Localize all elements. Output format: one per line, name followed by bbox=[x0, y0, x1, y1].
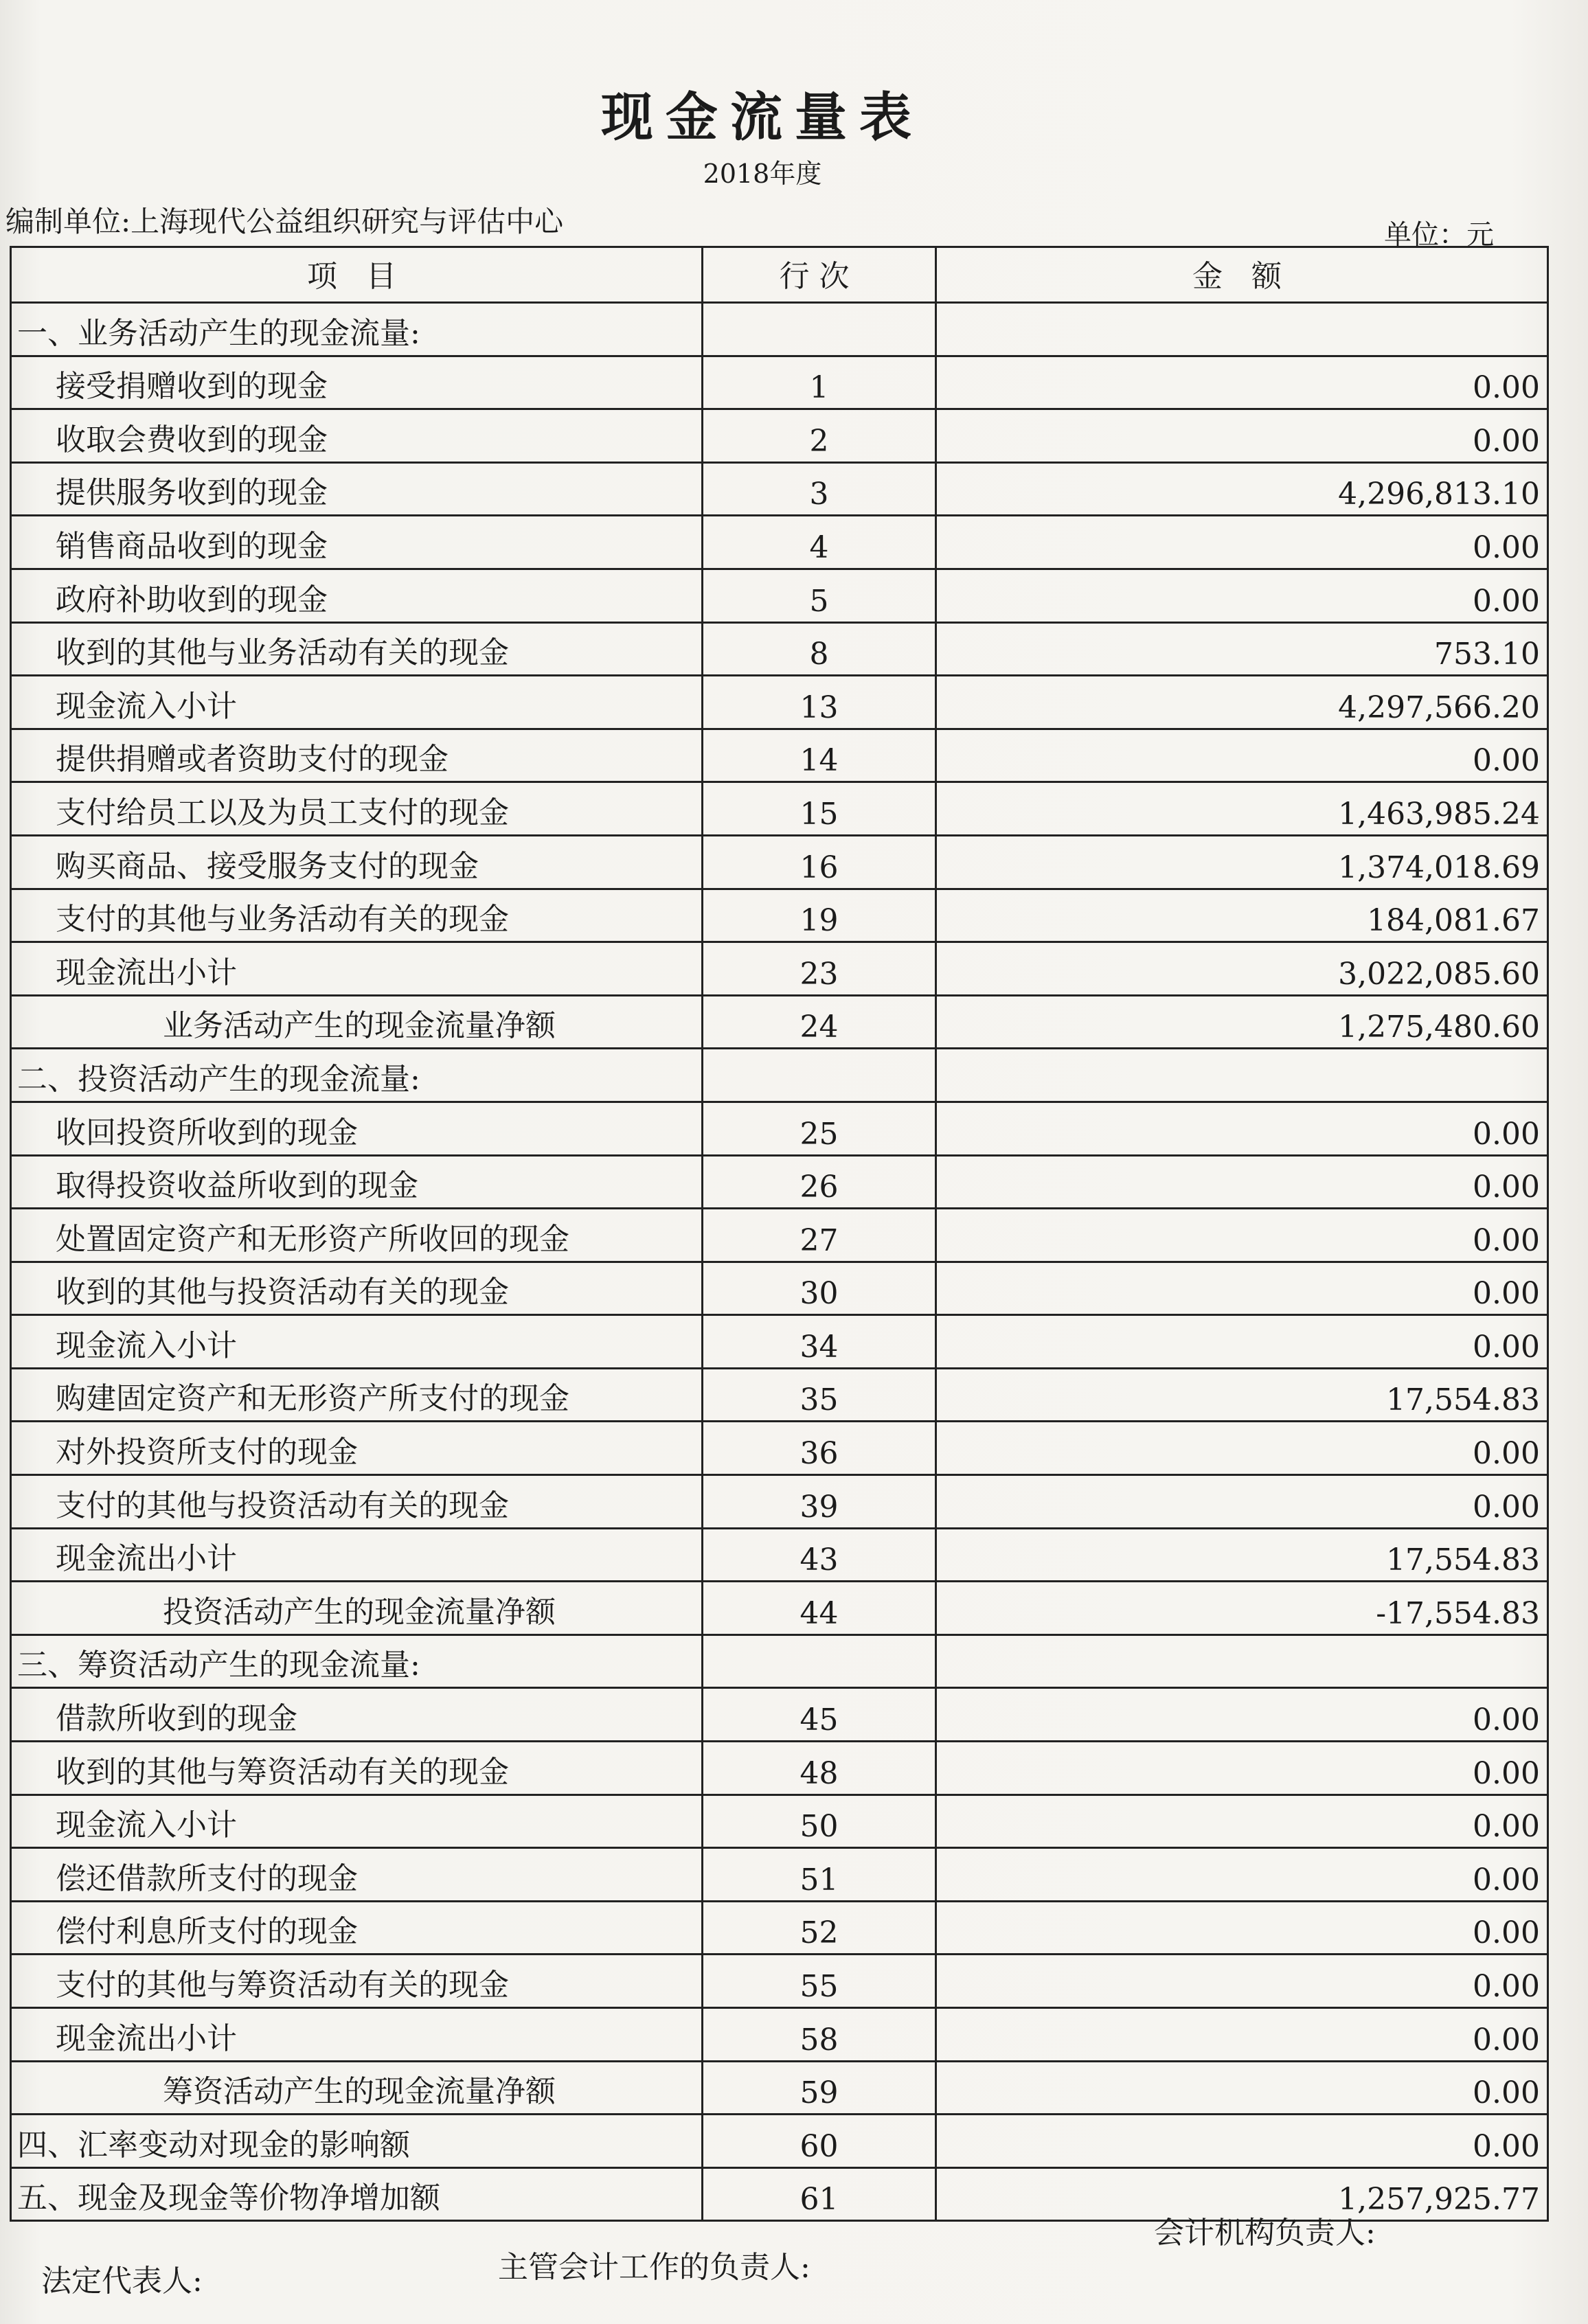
table-row bbox=[11, 2061, 1548, 2115]
row-number: 44 bbox=[703, 1582, 936, 1635]
fiscal-year: 2018年度 bbox=[703, 159, 822, 189]
table-row bbox=[11, 1102, 1548, 1155]
row-amount: 17,554.83 bbox=[936, 1368, 1548, 1422]
row-amount: -17,554.83 bbox=[936, 1582, 1548, 1635]
cash-flow-table bbox=[10, 246, 1549, 2222]
row-number: 52 bbox=[703, 1901, 936, 1955]
row-number: 25 bbox=[703, 1102, 936, 1155]
row-number: 60 bbox=[703, 2115, 936, 2168]
table-row bbox=[11, 1155, 1548, 1209]
table-row bbox=[11, 676, 1548, 729]
header-amount: 金 额 bbox=[936, 247, 1548, 303]
table-row bbox=[11, 356, 1548, 409]
row-item-label: 销售商品收到的现金 bbox=[11, 516, 703, 569]
row-number: 14 bbox=[703, 729, 936, 782]
table-row bbox=[11, 1955, 1548, 2008]
table-row bbox=[11, 782, 1548, 836]
table-row bbox=[11, 729, 1548, 782]
row-item-label: 三、筹资活动产生的现金流量: bbox=[11, 1634, 703, 1688]
table-row bbox=[11, 516, 1548, 569]
currency-unit: 单位：元 bbox=[1384, 219, 1494, 251]
table-row bbox=[11, 1315, 1548, 1369]
row-amount bbox=[936, 1634, 1548, 1688]
table-row bbox=[11, 1209, 1548, 1262]
row-item-label: 四、汇率变动对现金的影响额 bbox=[11, 2115, 703, 2168]
row-amount: 184,081.67 bbox=[936, 889, 1548, 942]
row-number: 35 bbox=[703, 1368, 936, 1422]
row-amount: 0.00 bbox=[936, 1209, 1548, 1262]
row-amount: 0.00 bbox=[936, 1901, 1548, 1955]
row-amount: 0.00 bbox=[936, 1742, 1548, 1795]
row-amount: 0.00 bbox=[936, 1795, 1548, 1848]
row-number: 51 bbox=[703, 1848, 936, 1902]
table-row bbox=[11, 1795, 1548, 1848]
row-number: 45 bbox=[703, 1688, 936, 1742]
row-amount: 1,374,018.69 bbox=[936, 835, 1548, 889]
table-row bbox=[11, 1848, 1548, 1902]
row-item-label: 业务活动产生的现金流量净额 bbox=[11, 995, 703, 1049]
preparing-organization: 编制单位:上海现代公益组织研究与评估中心 bbox=[5, 205, 564, 238]
table-row bbox=[11, 942, 1548, 996]
row-item-label: 借款所收到的现金 bbox=[11, 1688, 703, 1742]
header-item: 项 目 bbox=[11, 247, 703, 303]
row-number: 24 bbox=[703, 995, 936, 1049]
row-number bbox=[703, 303, 936, 356]
row-number: 59 bbox=[703, 2061, 936, 2115]
row-amount: 1,463,985.24 bbox=[936, 782, 1548, 836]
row-item-label: 现金流出小计 bbox=[11, 2008, 703, 2062]
row-number: 36 bbox=[703, 1422, 936, 1475]
row-number: 30 bbox=[703, 1262, 936, 1315]
row-amount: 4,297,566.20 bbox=[936, 676, 1548, 729]
row-amount: 0.00 bbox=[936, 356, 1548, 409]
row-amount: 4,296,813.10 bbox=[936, 462, 1548, 516]
row-number: 3 bbox=[703, 462, 936, 516]
table-row bbox=[11, 569, 1548, 622]
row-item-label: 支付的其他与业务活动有关的现金 bbox=[11, 889, 703, 942]
institution-head-label: 会计机构负责人: bbox=[1154, 2215, 1376, 2251]
row-item-label: 政府补助收到的现金 bbox=[11, 569, 703, 622]
row-number: 13 bbox=[703, 676, 936, 729]
row-amount: 0.00 bbox=[936, 1422, 1548, 1475]
table-row bbox=[11, 409, 1548, 463]
row-number: 39 bbox=[703, 1475, 936, 1529]
table-row bbox=[11, 835, 1548, 889]
row-amount: 0.00 bbox=[936, 1102, 1548, 1155]
row-number bbox=[703, 1049, 936, 1102]
row-item-label: 收取会费收到的现金 bbox=[11, 409, 703, 463]
table-row bbox=[11, 1049, 1548, 1102]
table-row bbox=[11, 1475, 1548, 1529]
row-item-label: 购买商品、接受服务支付的现金 bbox=[11, 835, 703, 889]
row-number: 27 bbox=[703, 1209, 936, 1262]
row-amount bbox=[936, 303, 1548, 356]
row-amount bbox=[936, 1049, 1548, 1102]
row-item-label: 现金流入小计 bbox=[11, 1795, 703, 1848]
row-item-label: 提供服务收到的现金 bbox=[11, 462, 703, 516]
table-row bbox=[11, 622, 1548, 676]
row-number: 23 bbox=[703, 942, 936, 996]
table-row bbox=[11, 889, 1548, 942]
table-row bbox=[11, 1528, 1548, 1582]
row-item-label: 收到的其他与投资活动有关的现金 bbox=[11, 1262, 703, 1315]
table-row bbox=[11, 995, 1548, 1049]
row-number: 5 bbox=[703, 569, 936, 622]
table-row bbox=[11, 2008, 1548, 2062]
signature-footer bbox=[0, 2208, 1588, 2304]
row-number: 2 bbox=[703, 409, 936, 463]
row-number: 26 bbox=[703, 1155, 936, 1209]
table-row bbox=[11, 462, 1548, 516]
row-amount: 17,554.83 bbox=[936, 1528, 1548, 1582]
row-number: 1 bbox=[703, 356, 936, 409]
row-item-label: 现金流入小计 bbox=[11, 1315, 703, 1369]
row-item-label: 偿还借款所支付的现金 bbox=[11, 1848, 703, 1902]
row-item-label: 支付给员工以及为员工支付的现金 bbox=[11, 782, 703, 836]
row-number: 58 bbox=[703, 2008, 936, 2062]
row-number: 4 bbox=[703, 516, 936, 569]
row-number: 16 bbox=[703, 835, 936, 889]
row-item-label: 偿付利息所支付的现金 bbox=[11, 1901, 703, 1955]
row-amount: 0.00 bbox=[936, 1955, 1548, 2008]
row-number: 15 bbox=[703, 782, 936, 836]
row-amount: 0.00 bbox=[936, 1475, 1548, 1529]
row-amount: 0.00 bbox=[936, 729, 1548, 782]
row-amount: 0.00 bbox=[936, 1262, 1548, 1315]
row-item-label: 提供捐赠或者资助支付的现金 bbox=[11, 729, 703, 782]
row-number: 19 bbox=[703, 889, 936, 942]
table-row bbox=[11, 1262, 1548, 1315]
row-amount: 0.00 bbox=[936, 1155, 1548, 1209]
row-item-label: 处置固定资产和无形资产所收回的现金 bbox=[11, 1209, 703, 1262]
row-amount: 0.00 bbox=[936, 1688, 1548, 1742]
row-amount: 753.10 bbox=[936, 622, 1548, 676]
legal-representative-label: 法定代表人: bbox=[41, 2264, 203, 2299]
row-number: 43 bbox=[703, 1528, 936, 1582]
table-row bbox=[11, 1688, 1548, 1742]
row-item-label: 取得投资收益所收到的现金 bbox=[11, 1155, 703, 1209]
row-item-label: 二、投资活动产生的现金流量: bbox=[11, 1049, 703, 1102]
accounting-head-label: 主管会计工作的负责人: bbox=[498, 2250, 810, 2285]
row-number: 34 bbox=[703, 1315, 936, 1369]
row-amount: 1,257,925.77 bbox=[936, 2167, 1548, 2221]
row-amount: 0.00 bbox=[936, 1315, 1548, 1369]
row-number bbox=[703, 1634, 936, 1688]
page-title: 现金流量表 bbox=[601, 87, 924, 148]
row-number: 8 bbox=[703, 622, 936, 676]
table-row bbox=[11, 1742, 1548, 1795]
table-row bbox=[11, 1368, 1548, 1422]
row-item-label: 现金流出小计 bbox=[11, 942, 703, 996]
row-amount: 0.00 bbox=[936, 2061, 1548, 2115]
row-item-label: 购建固定资产和无形资产所支付的现金 bbox=[11, 1368, 703, 1422]
row-item-label: 现金流出小计 bbox=[11, 1528, 703, 1582]
table-row bbox=[11, 1901, 1548, 1955]
table-row bbox=[11, 303, 1548, 356]
row-amount: 0.00 bbox=[936, 409, 1548, 463]
table-row bbox=[11, 1634, 1548, 1688]
row-number: 48 bbox=[703, 1742, 936, 1795]
row-item-label: 支付的其他与投资活动有关的现金 bbox=[11, 1475, 703, 1529]
row-number: 61 bbox=[703, 2167, 936, 2221]
row-amount: 0.00 bbox=[936, 1848, 1548, 1902]
table-row bbox=[11, 1422, 1548, 1475]
table-row bbox=[11, 1582, 1548, 1635]
row-item-label: 收到的其他与业务活动有关的现金 bbox=[11, 622, 703, 676]
row-amount: 0.00 bbox=[936, 569, 1548, 622]
row-item-label: 现金流入小计 bbox=[11, 676, 703, 729]
row-item-label: 投资活动产生的现金流量净额 bbox=[11, 1582, 703, 1635]
row-number: 50 bbox=[703, 1795, 936, 1848]
table-header-row bbox=[11, 247, 1548, 303]
row-item-label: 对外投资所支付的现金 bbox=[11, 1422, 703, 1475]
header-row-number: 行次 bbox=[703, 247, 936, 303]
row-item-label: 支付的其他与筹资活动有关的现金 bbox=[11, 1955, 703, 2008]
row-item-label: 筹资活动产生的现金流量净额 bbox=[11, 2061, 703, 2115]
row-amount: 3,022,085.60 bbox=[936, 942, 1548, 996]
row-item-label: 收回投资所收到的现金 bbox=[11, 1102, 703, 1155]
row-item-label: 五、现金及现金等价物净增加额 bbox=[11, 2167, 703, 2221]
row-amount: 1,275,480.60 bbox=[936, 995, 1548, 1049]
row-item-label: 接受捐赠收到的现金 bbox=[11, 356, 703, 409]
table-row bbox=[11, 2115, 1548, 2168]
row-item-label: 收到的其他与筹资活动有关的现金 bbox=[11, 1742, 703, 1795]
row-amount: 0.00 bbox=[936, 2115, 1548, 2168]
row-amount: 0.00 bbox=[936, 516, 1548, 569]
row-amount: 0.00 bbox=[936, 2008, 1548, 2062]
row-item-label: 一、业务活动产生的现金流量: bbox=[11, 303, 703, 356]
row-number: 55 bbox=[703, 1955, 936, 2008]
